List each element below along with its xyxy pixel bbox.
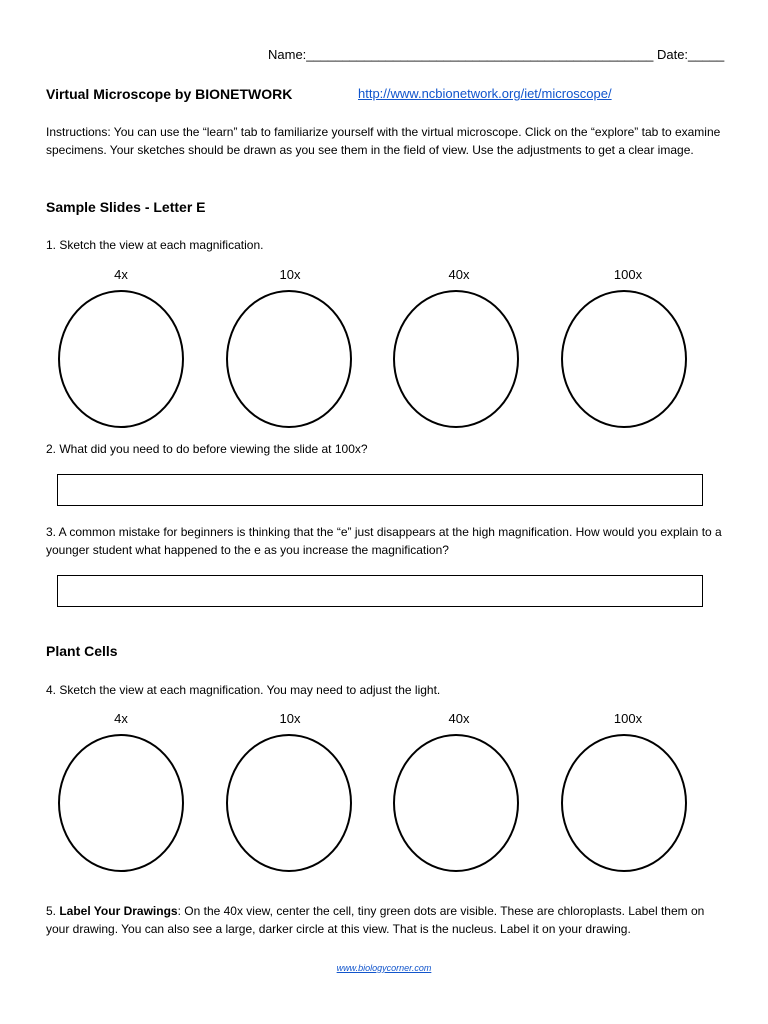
question-5 <box>46 902 726 938</box>
section-heading-letter-e: Sample Slides - Letter E <box>46 199 206 215</box>
magnification-label-10x: 10x <box>279 267 301 282</box>
magnification-label-4x: 4x <box>114 711 128 726</box>
magnification-label-40x: 40x <box>448 267 470 282</box>
date-label: Date: <box>656 47 689 62</box>
question-5-bold-label: Label Your Drawings <box>59 904 178 918</box>
answer-box-q2[interactable] <box>57 474 703 506</box>
sketch-circle-100x[interactable] <box>561 290 687 428</box>
sketch-circle-100x[interactable] <box>561 734 687 872</box>
question-1: 1. Sketch the view at each magnification. <box>46 238 264 252</box>
instructions: Instructions: You can use the “learn” tab to familiarize yourself with the virtual microscope. Click on the “explore” tab to examine specimens. Your sketches should be drawn as you see them in the field of view. Use the adjustments to get a clear image. <box>46 125 721 157</box>
magnification-label-40x: 40x <box>448 711 470 726</box>
date-field[interactable]: _____ <box>688 47 725 62</box>
question-4: 4. Sketch the view at each magnification. You may need to adjust the light. <box>46 683 441 697</box>
answer-box-q3[interactable] <box>57 575 703 607</box>
magnification-label-100x: 100x <box>613 711 643 726</box>
sketch-circle-4x[interactable] <box>58 290 184 428</box>
name-label: Name: <box>268 47 307 62</box>
microscope-link[interactable]: http://www.ncbionetwork.org/iet/microscope/ <box>358 86 612 101</box>
magnification-label-10x: 10x <box>279 711 301 726</box>
sketch-circle-4x[interactable] <box>58 734 184 872</box>
question-5-number: 5. <box>46 904 60 918</box>
question-5-text: : On the 40x view, center the cell, tiny green dots are visible. These are chloroplasts. Label them on your drawing. You can also see a large, darker circle at this view. That is the nucleus. Label it on your drawing. <box>46 904 705 936</box>
magnification-label-4x: 4x <box>114 267 128 282</box>
question-2: 2. What did you need to do before viewing the slide at 100x? <box>46 442 368 456</box>
sketch-circle-10x[interactable] <box>226 734 352 872</box>
footer-link[interactable]: www.biologycorner.com <box>336 963 432 973</box>
magnification-label-100x: 100x <box>613 267 643 282</box>
question-3: 3. A common mistake for beginners is thinking that the “e” just disappears at the high magnification. How would you explain to a younger student what happened to the e as you increase the magnification? <box>46 525 722 557</box>
sketch-circle-40x[interactable] <box>393 734 519 872</box>
section-heading-plant-cells: Plant Cells <box>46 643 118 659</box>
name-field[interactable]: ________________________________________________ <box>306 47 654 62</box>
sketch-circle-10x[interactable] <box>226 290 352 428</box>
page-title: Virtual Microscope by BIONETWORK <box>46 86 293 102</box>
name-date-line <box>268 47 724 62</box>
sketch-circle-40x[interactable] <box>393 290 519 428</box>
